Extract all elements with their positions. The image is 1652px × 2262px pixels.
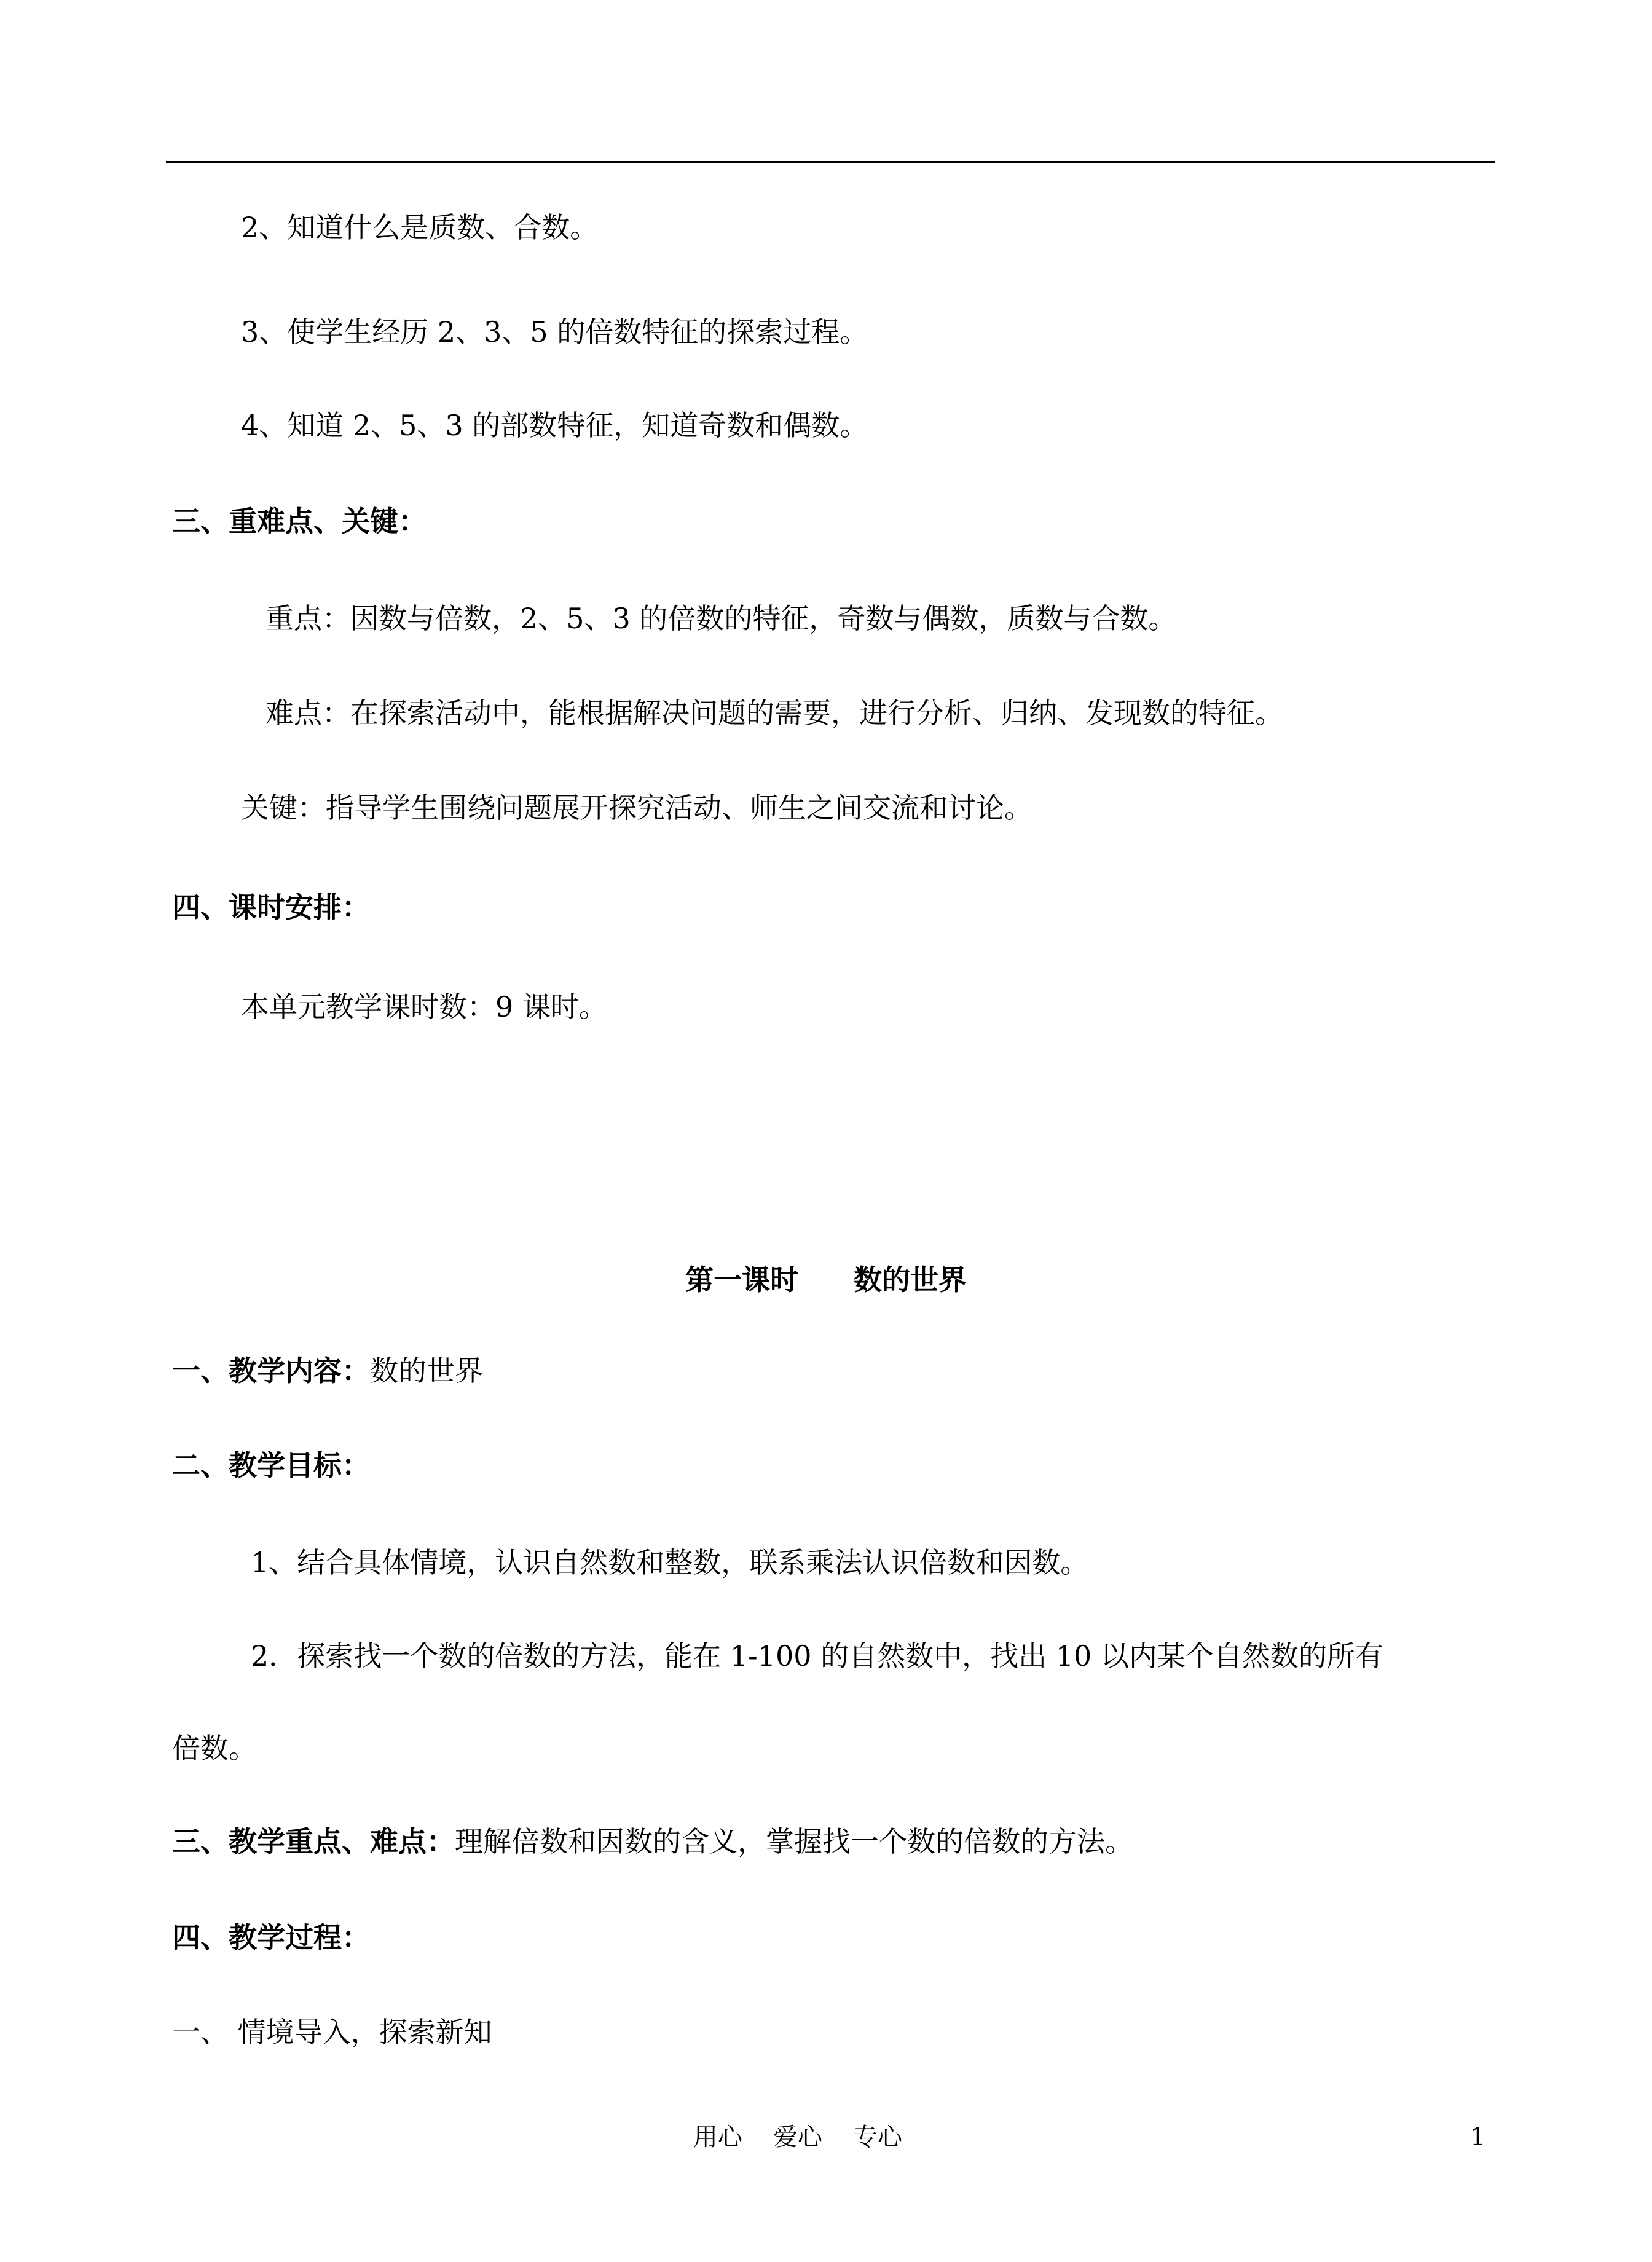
teaching-goals-heading: 二、教学目标： xyxy=(172,1449,370,1482)
section-heading-key-points: 三、重难点、关键： xyxy=(172,505,427,538)
teaching-focus xyxy=(172,1823,1133,1860)
teaching-goal-2-line2: 倍数。 xyxy=(172,1732,257,1765)
footer-motto-3: 专心 xyxy=(853,2123,902,2151)
page-number: 1 xyxy=(1470,2123,1486,2151)
section-heading-schedule: 四、课时安排： xyxy=(172,891,370,924)
teaching-content-value: 数的世界 xyxy=(370,1354,483,1387)
teaching-focus-value: 理解倍数和因数的含义，掌握找一个数的倍数的方法。 xyxy=(455,1825,1133,1858)
teaching-process-step-1: 一、 情境导入，探索新知 xyxy=(172,2016,492,2049)
header-rule xyxy=(166,161,1495,163)
teaching-process-heading: 四、教学过程： xyxy=(172,1921,370,1954)
difficulty-text: 难点：在探索活动中，能根据解决问题的需要，进行分析、归纳、发现数的特征。 xyxy=(266,696,1283,730)
footer-motto-1: 用心 xyxy=(693,2123,742,2151)
key-point-text: 重点：因数与倍数，2、5、3 的倍数的特征，奇数与偶数，质数与合数。 xyxy=(266,602,1177,635)
teaching-content-label: 一、教学内容： xyxy=(172,1354,370,1387)
footer-motto-2: 爱心 xyxy=(773,2123,822,2151)
lesson-title-part1: 第一课时 xyxy=(685,1263,798,1296)
lesson-title xyxy=(0,1261,1652,1298)
teaching-goal-2-line1: 2．探索找一个数的倍数的方法，能在 1-100 的自然数中，找出 10 以内某个自然数的所有 xyxy=(251,1639,1383,1673)
teaching-goal-1: 1、结合具体情境，认识自然数和整数，联系乘法认识倍数和因数。 xyxy=(251,1546,1089,1579)
teaching-content xyxy=(172,1352,483,1389)
crux-text: 关键：指导学生围绕问题展开探究活动、师生之间交流和讨论。 xyxy=(241,791,1032,824)
objective-item-2: 2、知道什么是质数、合数。 xyxy=(241,211,599,244)
objective-item-4: 4、知道 2、5、3 的部数特征，知道奇数和偶数。 xyxy=(241,409,868,442)
teaching-focus-label: 三、教学重点、难点： xyxy=(172,1825,455,1858)
lesson-title-part2: 数的世界 xyxy=(854,1263,967,1296)
schedule-text: 本单元教学课时数：9 课时。 xyxy=(241,990,607,1023)
footer-motto xyxy=(693,2122,902,2153)
objective-item-3: 3、使学生经历 2、3、5 的倍数特征的探索过程。 xyxy=(241,315,868,349)
